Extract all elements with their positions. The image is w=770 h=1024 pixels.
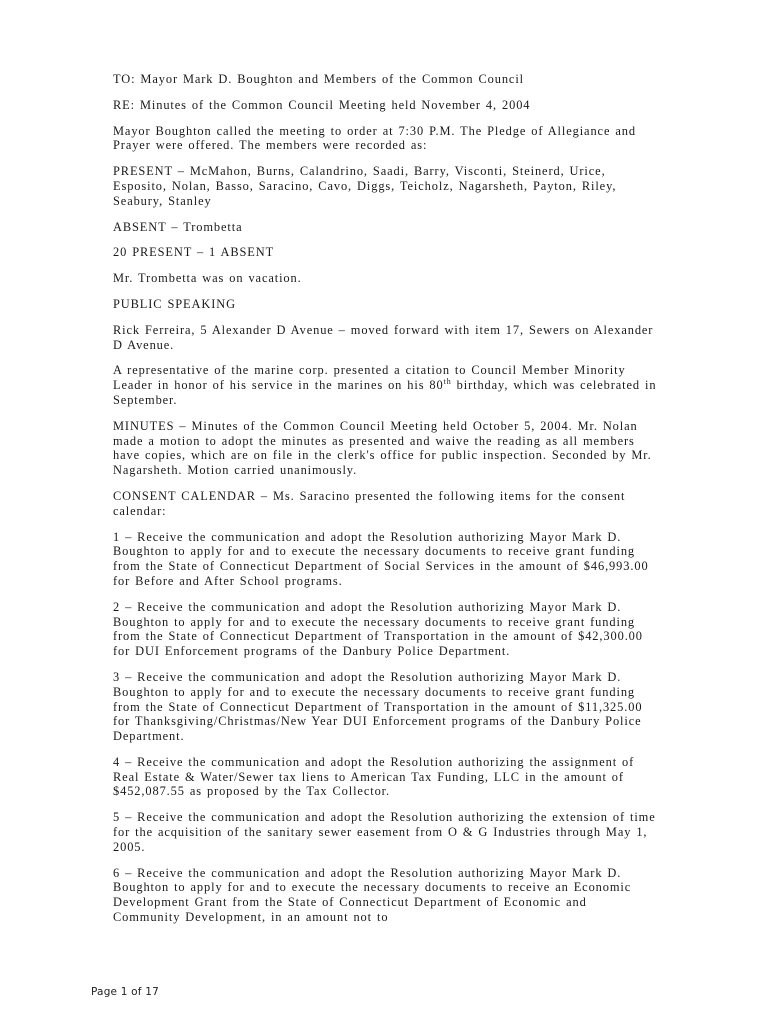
marine-citation-paragraph xyxy=(113,363,658,407)
absent-line: ABSENT – Trombetta xyxy=(113,219,243,234)
public-speaking-heading: PUBLIC SPEAKING xyxy=(113,296,236,311)
marine-text-after: birthday, which was celebrated in September. xyxy=(113,378,657,407)
consent-item: 5 – Receive the communication and adopt the Resolution authorizing the extension of time for the acquisition of the sanitary sewer easement from O & G Industries through May 1, 2005. xyxy=(113,810,656,854)
call-to-order-paragraph: Mayor Boughton called the meeting to order at 7:30 P.M. The Pledge of Allegiance and Prayer were offered. The members were recorded as: xyxy=(113,123,636,153)
present-list: PRESENT – McMahon, Burns, Calandrino, Saadi, Barry, Visconti, Steinerd, Urice, Esposito, Nolan, Basso, Saracino, Cavo, Diggs, Teicholz, Nagarsheth, Payton, Riley, Seabury, Stanley xyxy=(113,164,617,208)
vacation-note: Mr. Trombetta was on vacation. xyxy=(113,271,302,286)
consent-item: 6 – Receive the communication and adopt the Resolution authorizing Mayor Mark D. Boughton to apply for and to execute the necessary documents to receive an Economic Development Grant from the State of Connecticut Department of Economic and Community Development, in an amount not to xyxy=(113,865,632,925)
consent-item: 4 – Receive the communication and adopt the Resolution authorizing the assignment of Real Estate & Water/Sewer tax liens to American Tax Funding, LLC in the amount of $452,087.55 as proposed by the Tax Collector. xyxy=(113,754,635,799)
consent-calendar-heading: CONSENT CALENDAR – Ms. Saracino presented the following items for the consent calendar: xyxy=(113,488,626,518)
attendance-count: 20 PRESENT – 1 ABSENT xyxy=(113,245,275,260)
public-speaking-entry: Rick Ferreira, 5 Alexander D Avenue – moved forward with item 17, Sewers on Alexander D Avenue. xyxy=(113,322,654,352)
consent-item: 2 – Receive the communication and adopt the Resolution authorizing Mayor Mark D. Boughton to apply for and to execute the necessary documents to receive grant funding from the State of Connecticut Department of Transportation in the amount of $42,300.00 for DUI Enforcement programs of the Danbury Police Department. xyxy=(113,599,643,659)
minutes-paragraph: MINUTES – Minutes of the Common Council Meeting held October 5, 2004. Mr. Nolan made a motion to adopt the minutes as presented and waive the reading as all members have copies, which are on file in the clerk's office for public inspection. Seconded by Mr. Nagarsheth. Motion carried unanimously. xyxy=(113,418,652,478)
ordinal-suffix: th xyxy=(443,377,452,387)
consent-item: 3 – Receive the communication and adopt the Resolution authorizing Mayor Mark D. Boughton to apply for and to execute the necessary documents to receive grant funding from the State of Connecticut Department of Transportation in the amount of $11,325.00 for Thanksgiving/Christmas/New Year DUI Enforcement programs of the Danbury Police Department. xyxy=(113,669,643,744)
document-page xyxy=(113,72,658,936)
to-line: TO: Mayor Mark D. Boughton and Members of the Common Council xyxy=(113,72,525,86)
consent-item: 1 – Receive the communication and adopt the Resolution authorizing Mayor Mark D. Boughton to apply for and to execute the necessary documents to receive grant funding from the State of Connecticut Department of Social Services in the amount of $46,993.00 for Before and After School programs. xyxy=(113,529,649,588)
marine-text-before: A representative of the marine corp. presented a citation to Council Member Minority Leader in honor of his service in the marines on his 80 xyxy=(113,363,626,393)
page-number: Page 1 of 17 xyxy=(91,986,159,998)
re-line: RE: Minutes of the Common Council Meeting held November 4, 2004 xyxy=(113,97,531,112)
